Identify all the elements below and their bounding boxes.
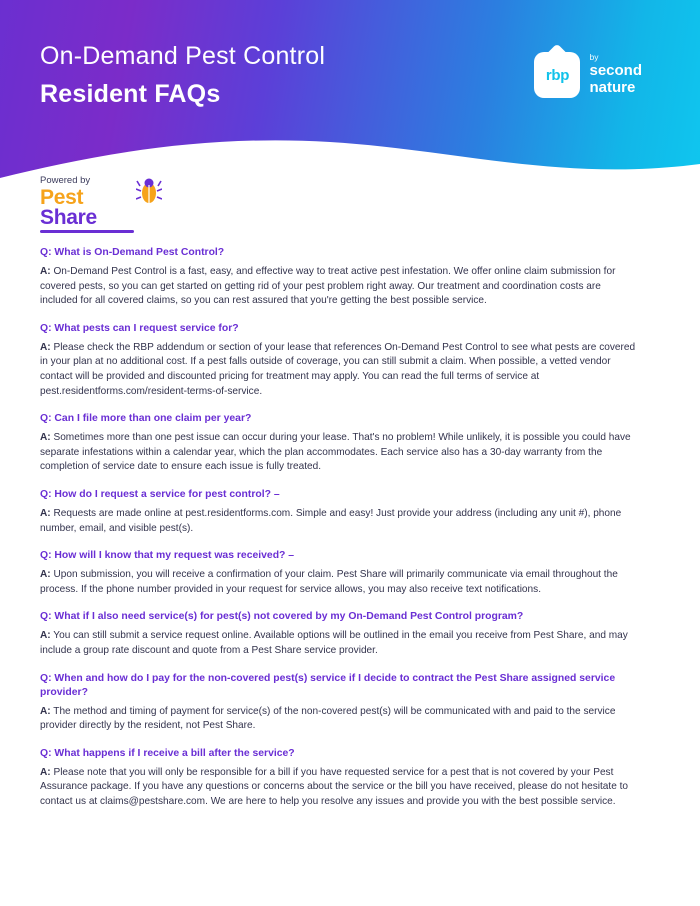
page-title-line2: Resident FAQs: [40, 80, 221, 108]
faq-question: Q: Can I file more than one claim per year?: [40, 413, 252, 425]
faq-answer-label: A:: [40, 432, 51, 444]
faq-answer: [40, 629, 638, 658]
pest-share-logo: [40, 175, 240, 233]
faq-answer-label: A:: [40, 630, 51, 642]
faq-answer-text: Sometimes more than one pest issue can occur during your lease. That's no problem! While unlikely, it is possible you could have separate infestations within a calendar year, which the plan accommodates. Each service also has a 30-day warranty from the completion of service date to ensure each issue is fully treated.: [40, 432, 631, 473]
pest-share-word-share: Share: [40, 206, 97, 229]
faq-answer: [40, 341, 638, 399]
faq-item: [40, 246, 638, 309]
faq-item: [40, 747, 638, 810]
powered-by-label: Powered by: [40, 175, 91, 186]
faq-answer: [40, 265, 638, 309]
faq-question: Q: How will I know that my request was received? –: [40, 550, 295, 562]
rbp-badge-icon: [534, 52, 580, 98]
second-nature-name-line2: nature: [589, 79, 636, 97]
faq-answer-label: A:: [40, 266, 51, 277]
faq-answer: [40, 431, 638, 475]
rbp-badge-label: rbp: [545, 66, 570, 84]
page-title-line1: On-Demand Pest Control: [40, 42, 326, 70]
faq-answer-label: A:: [40, 705, 51, 717]
faq-answer: [40, 766, 638, 810]
faq-answer-label: A:: [40, 569, 51, 581]
faq-item: [40, 488, 638, 536]
faq-item: [40, 412, 638, 475]
faq-answer-label: A:: [40, 507, 51, 519]
faq-answer-text: You can still submit a service request online. Available options will be outlined in the email you receive from Pest Share, and may include a group rate discount and quote from a Pest Share service provider.: [40, 630, 628, 656]
faq-question: Q: What happens if I receive a bill after the service?: [40, 747, 295, 759]
second-nature-wordmark: [589, 53, 642, 97]
faq-answer-text: Upon submission, you will receive a confirmation of your claim. Pest Share will primarily communicate via email throughout the process. If the phone number provided in your request for service allows, you may also receive text notifications.: [40, 569, 618, 595]
bug-icon: [136, 176, 162, 206]
faq-list: [40, 246, 638, 822]
faq-question: Q: What pests can I request service for?: [40, 322, 239, 334]
faq-answer-text: Please note that you will only be responsible for a bill if you have requested service for a pest that is not covered by your Pest Assurance package. If you have any questions or concerns about the service or the bill you have received, please do not hesitate to contact us at claims@pestshare.com. We are here to help you resolve any issues and provide you with the best possible service.: [40, 766, 629, 807]
faq-item: [40, 672, 638, 734]
second-nature-name-line1: second: [589, 62, 642, 80]
faq-answer: [40, 705, 638, 734]
faq-question: Q: What is On-Demand Pest Control?: [40, 247, 225, 258]
page-title: [40, 40, 325, 110]
pest-share-word-pest: Pest: [40, 186, 84, 209]
faq-answer-text: On-Demand Pest Control is a fast, easy, and effective way to treat active pest infestation. We offer online claim submission for covered pests, so you can get started on getting rid of your pest problem right away. Our treatment and coordination costs are included for all covered claims, so you can rest assured that you're getting the best possible service.: [40, 266, 616, 307]
faq-answer-label: A:: [40, 766, 51, 778]
faq-question: Q: What if I also need service(s) for pest(s) not covered by my On-Demand Pest Control program?: [40, 611, 524, 623]
faq-answer-label: A:: [40, 341, 51, 353]
rbp-second-nature-logo: [534, 52, 642, 98]
faq-answer: [40, 507, 638, 536]
faq-item: [40, 549, 638, 597]
pest-share-underline: [40, 230, 134, 233]
faq-answer-text: Please check the RBP addendum or section of your lease that references On-Demand Pest Control to see what pests are covered in your plan at no additional cost. If a pest falls outside of coverage, you can still submit a claim. When possible, a vetted vendor contact will be provided and discounted pricing for treatment may apply. You can read the full terms of service at pest.residentforms.com/resident-terms-of-service.: [40, 341, 636, 397]
faq-item: [40, 322, 638, 399]
faq-item: [40, 610, 638, 658]
faq-answer-text: Requests are made online at pest.residentforms.com. Simple and easy! Just provide your address (including any unit #), phone number, email, and visible pest(s).: [40, 507, 622, 534]
faq-question: Q: How do I request a service for pest control? –: [40, 488, 280, 500]
faq-answer: [40, 568, 638, 597]
second-nature-by-label: by: [589, 51, 599, 62]
faq-question: Q: When and how do I pay for the non-covered pest(s) service if I decide to contract the Pest Share assigned service provider?: [40, 672, 616, 698]
faq-answer-text: The method and timing of payment for service(s) of the non-covered pest(s) will be communicated with and paid to the service provider directly by the resident, not Pest Share.: [40, 705, 616, 732]
